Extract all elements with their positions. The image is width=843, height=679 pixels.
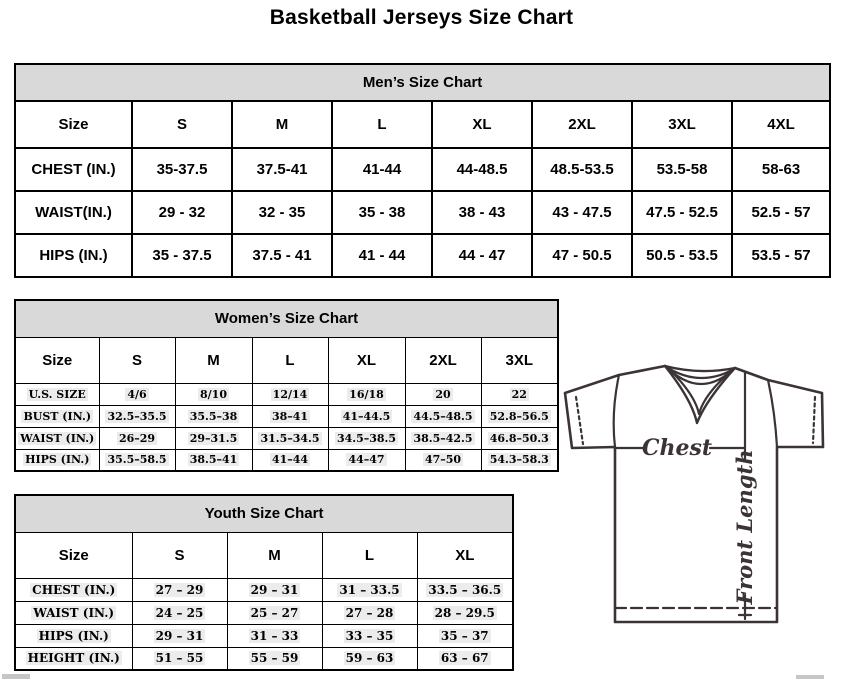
- table-row: [15, 148, 830, 191]
- table-row: [15, 449, 558, 471]
- mens-chart-title: Men’s Size Chart: [15, 64, 830, 101]
- cell: 24 – 25: [132, 601, 227, 624]
- cell: 58-63: [732, 148, 830, 191]
- row-label: U.S. SIZE: [15, 383, 99, 405]
- cell: 16/18: [328, 383, 405, 405]
- mens-size-chart-table: [14, 63, 831, 278]
- column-header: S: [132, 101, 232, 148]
- cell: 28 – 29.5: [417, 601, 513, 624]
- cell: 44-48.5: [432, 148, 532, 191]
- cell: 37.5-41: [232, 148, 332, 191]
- cell: 27 – 28: [322, 601, 417, 624]
- cell: 20: [405, 383, 481, 405]
- column-header: M: [232, 101, 332, 148]
- column-header: M: [227, 532, 322, 578]
- cell: 51 – 55: [132, 647, 227, 670]
- cell: 43 - 47.5: [532, 191, 632, 234]
- column-header: XL: [328, 337, 405, 383]
- chest-measure-label: Chest: [641, 435, 713, 461]
- table-row: [15, 234, 830, 277]
- table-row: [15, 383, 558, 405]
- column-header: XL: [417, 532, 513, 578]
- table-row: [15, 405, 558, 427]
- cell: 35 – 37: [417, 624, 513, 647]
- cell: 52.8–56.5: [481, 405, 558, 427]
- column-header: XL: [432, 101, 532, 148]
- cell: 41–44.5: [328, 405, 405, 427]
- cell: 4/6: [99, 383, 175, 405]
- jersey-measurement-diagram: [556, 362, 840, 676]
- cell: 33.5 – 36.5: [417, 578, 513, 601]
- cell: 22: [481, 383, 558, 405]
- cell: 44 - 47: [432, 234, 532, 277]
- cell: 29 – 31: [132, 624, 227, 647]
- cell: 34.5–38.5: [328, 427, 405, 449]
- table-row: [15, 647, 513, 670]
- column-header: 3XL: [632, 101, 732, 148]
- cell: 35 - 37.5: [132, 234, 232, 277]
- column-header: L: [332, 101, 432, 148]
- table-row: [15, 624, 513, 647]
- cell: 37.5 - 41: [232, 234, 332, 277]
- row-label: CHEST (IN.): [15, 578, 132, 601]
- column-header: 3XL: [481, 337, 558, 383]
- cell: 35.5–38: [175, 405, 252, 427]
- row-label: WAIST(IN.): [15, 191, 132, 234]
- cell: 32 - 35: [232, 191, 332, 234]
- cell: 55 – 59: [227, 647, 322, 670]
- table-row: [15, 191, 830, 234]
- womens-size-chart-table: [14, 299, 559, 472]
- column-header: Size: [15, 337, 99, 383]
- cell: 29 – 31: [227, 578, 322, 601]
- row-label: WAIST (IN.): [15, 427, 99, 449]
- cell: 31.5–34.5: [252, 427, 328, 449]
- column-header: M: [175, 337, 252, 383]
- cell: 63 – 67: [417, 647, 513, 670]
- column-header: Size: [15, 532, 132, 578]
- cell: 44–47: [328, 449, 405, 471]
- cell: 53.5-58: [632, 148, 732, 191]
- page-title: Basketball Jerseys Size Chart: [269, 6, 574, 29]
- column-header: L: [252, 337, 328, 383]
- cell: 31 – 33: [227, 624, 322, 647]
- cell: 35.5–58.5: [99, 449, 175, 471]
- row-label: CHEST (IN.): [15, 148, 132, 191]
- cell: 59 – 63: [322, 647, 417, 670]
- cell: 35 - 38: [332, 191, 432, 234]
- cell: 38.5–41: [175, 449, 252, 471]
- cell: 29–31.5: [175, 427, 252, 449]
- column-header: S: [99, 337, 175, 383]
- column-header: Size: [15, 101, 132, 148]
- cell: 47–50: [405, 449, 481, 471]
- cell: 41-44: [332, 148, 432, 191]
- cell: 41–44: [252, 449, 328, 471]
- cell: 46.8–50.3: [481, 427, 558, 449]
- cell: 47 - 50.5: [532, 234, 632, 277]
- cell: 35-37.5: [132, 148, 232, 191]
- cell: 25 – 27: [227, 601, 322, 624]
- column-header: S: [132, 532, 227, 578]
- cell: 12/14: [252, 383, 328, 405]
- cell: 29 - 32: [132, 191, 232, 234]
- cell: 54.3–58.3: [481, 449, 558, 471]
- cell: 8/10: [175, 383, 252, 405]
- cell: 50.5 - 53.5: [632, 234, 732, 277]
- cell: 53.5 - 57: [732, 234, 830, 277]
- cell: 52.5 - 57: [732, 191, 830, 234]
- youth-chart-title: Youth Size Chart: [15, 495, 513, 532]
- cell: 31 – 33.5: [322, 578, 417, 601]
- row-label: WAIST (IN.): [15, 601, 132, 624]
- cell: 26–29: [99, 427, 175, 449]
- table-row: [15, 601, 513, 624]
- row-label: HIPS (IN.): [15, 624, 132, 647]
- column-header: L: [322, 532, 417, 578]
- cell: 38 - 43: [432, 191, 532, 234]
- cell: 38–41: [252, 405, 328, 427]
- row-label: HIPS (IN.): [15, 234, 132, 277]
- youth-size-chart-table: [14, 494, 514, 671]
- cell: 44.5–48.5: [405, 405, 481, 427]
- scrollbar-fragment-right: [796, 675, 824, 679]
- cell: 32.5–35.5: [99, 405, 175, 427]
- table-row: [15, 578, 513, 601]
- cell: 33 – 35: [322, 624, 417, 647]
- cell: 27 – 29: [132, 578, 227, 601]
- scrollbar-fragment-left: [2, 674, 30, 679]
- womens-chart-title: Women’s Size Chart: [15, 300, 558, 337]
- column-header: 4XL: [732, 101, 830, 148]
- front-length-measure-label: Front Length: [732, 449, 757, 605]
- table-row: [15, 427, 558, 449]
- cell: 47.5 - 52.5: [632, 191, 732, 234]
- row-label: HEIGHT (IN.): [15, 647, 132, 670]
- row-label: HIPS (IN.): [15, 449, 99, 471]
- column-header: 2XL: [532, 101, 632, 148]
- cell: 41 - 44: [332, 234, 432, 277]
- cell: 48.5-53.5: [532, 148, 632, 191]
- cell: 38.5–42.5: [405, 427, 481, 449]
- row-label: BUST (IN.): [15, 405, 99, 427]
- column-header: 2XL: [405, 337, 481, 383]
